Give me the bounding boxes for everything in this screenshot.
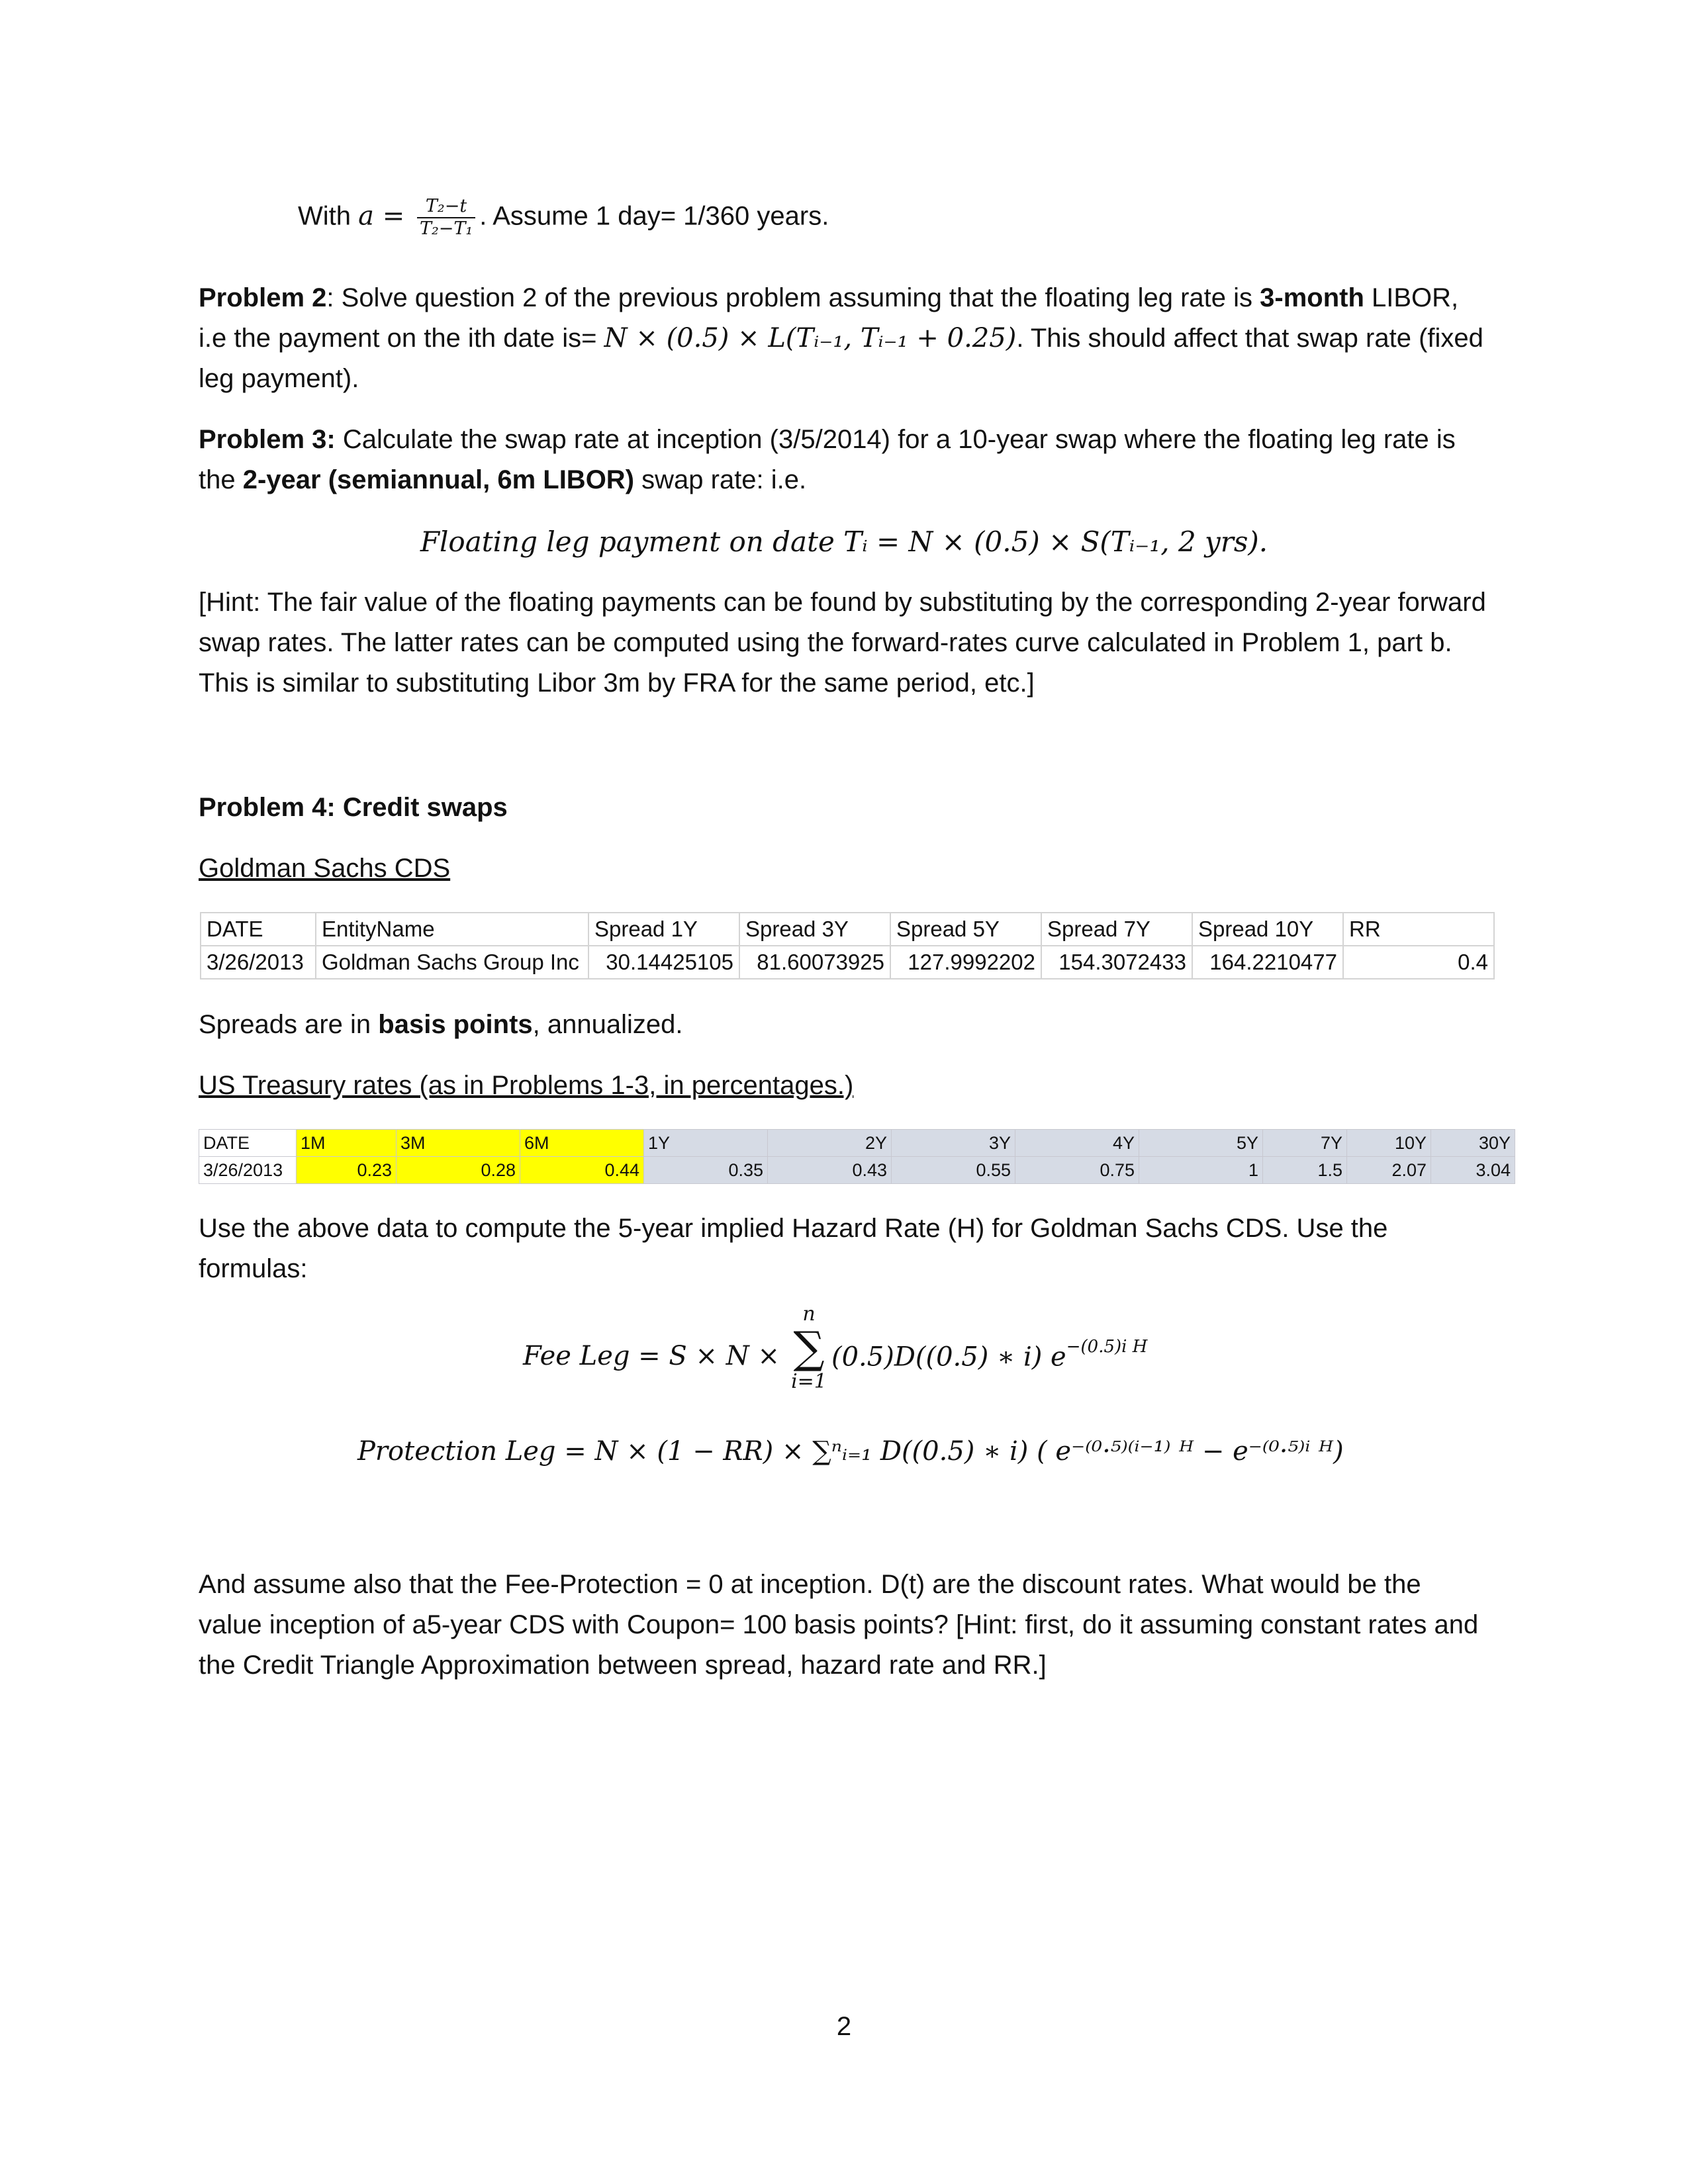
treasury-cell: 0.75 xyxy=(1015,1157,1139,1184)
treasury-data-row xyxy=(199,1157,1515,1184)
goldman-cds-subhead-text: Goldman Sachs CDS xyxy=(199,854,451,883)
intro-assume: . Assume 1 day= 1/360 years. xyxy=(479,201,829,231)
treasury-cell: 0.28 xyxy=(397,1157,520,1184)
treasury-header-cell: DATE xyxy=(199,1130,297,1157)
treasury-subheading xyxy=(199,1066,1489,1106)
fraction-numerator: T₂−t xyxy=(417,196,475,218)
fee-leg-formula xyxy=(523,1341,780,1371)
final-question: And assume also that the Fee-Protection = 0 at inception. D(t) are the discount rates. What would be the value inception of a5-year CDS with Coupon= 100 basis points? [Hint: first, do it assuming constant rates and the Credit Triangle Approximation between spread, hazard rate and RR.] xyxy=(199,1570,1479,1680)
problem-4-label: Problem 4: Credit swaps xyxy=(199,793,508,822)
treasury-cell: 3.04 xyxy=(1431,1157,1515,1184)
sum-lower-limit: i=1 xyxy=(791,1370,827,1393)
problem-2-formula: N × (0.5) × L(Tᵢ₋₁, Tᵢ₋₁ + 0.25) xyxy=(604,323,1017,353)
floating-leg-formula: Floating leg payment on date Tᵢ = N × (0.5) × S(Tᵢ₋₁, 2 yrs). xyxy=(420,525,1268,558)
treasury-cell: 0.55 xyxy=(892,1157,1015,1184)
intro-with: With xyxy=(298,201,351,231)
sum-upper-limit: n xyxy=(802,1302,816,1326)
spreads-note xyxy=(199,1005,1489,1045)
goldman-cds-subheading xyxy=(199,848,1489,889)
fee-leg-rhs-block xyxy=(831,1337,1148,1373)
treasury-header-cell: 2Y xyxy=(768,1130,892,1157)
problem-3-text2: swap rate: i.e. xyxy=(634,465,807,494)
treasury-cell: 2.07 xyxy=(1347,1157,1431,1184)
protection-leg-formula: Protection Leg = N × (1 − RR) × ∑ⁿᵢ₌₁ D((0.5) ∗ i) ( e⁻⁽⁰·⁵⁾⁽ⁱ⁻¹⁾ ᴴ − e⁻⁽⁰·⁵⁾ⁱ ᴴ) xyxy=(357,1436,1344,1467)
treasury-header-cell: 30Y xyxy=(1431,1130,1515,1157)
treasury-cell: 0.43 xyxy=(768,1157,892,1184)
treasury-header-cell: 1Y xyxy=(644,1130,768,1157)
treasury-header-cell: 4Y xyxy=(1015,1130,1139,1157)
cds-cell: 30.14425105 xyxy=(588,946,739,979)
treasury-subhead-text: US Treasury rates (as in Problems 1-3, in percentages.) xyxy=(199,1071,854,1100)
cds-cell: 0.4 xyxy=(1343,946,1494,979)
cds-cell: 81.60073925 xyxy=(739,946,890,979)
cds-header-row xyxy=(201,913,1494,946)
intro-line xyxy=(298,196,1423,240)
cds-header-cell: DATE xyxy=(201,913,316,946)
fee-leg-rhs: (0.5)D((0.5) ∗ i) e xyxy=(831,1342,1066,1373)
cds-cell: 154.3072433 xyxy=(1041,946,1192,979)
treasury-cell: 1 xyxy=(1139,1157,1263,1184)
spreads-note-text2: , annualized. xyxy=(532,1010,683,1039)
treasury-header-row xyxy=(199,1130,1515,1157)
treasury-header-cell: 5Y xyxy=(1139,1130,1263,1157)
cds-table xyxy=(200,912,1495,979)
sum-symbol xyxy=(782,1302,835,1394)
problem-2-text1: : Solve question 2 of the previous problem assuming that the floating leg rate is xyxy=(326,283,1260,312)
treasury-header-cell: 10Y xyxy=(1347,1130,1431,1157)
cds-cell: 164.2210477 xyxy=(1192,946,1343,979)
fee-leg-lhs: Fee Leg = S × N × xyxy=(523,1341,780,1371)
treasury-header-cell: 3Y xyxy=(892,1130,1015,1157)
problem-4-heading xyxy=(199,788,1489,828)
cds-cell: 127.9992202 xyxy=(890,946,1041,979)
cds-header-cell: Spread 10Y xyxy=(1192,913,1343,946)
problem-2-text3: . This should affect that swap rate (fixed leg payment). xyxy=(199,324,1483,393)
problem-3 xyxy=(199,420,1489,500)
intro-fraction xyxy=(417,196,475,240)
cds-header-cell: RR xyxy=(1343,913,1494,946)
intro-eq: = xyxy=(373,201,413,232)
treasury-cell: 1.5 xyxy=(1263,1157,1347,1184)
cds-cell: 3/26/2013 xyxy=(201,946,316,979)
problem-2-bold: 3-month xyxy=(1260,283,1364,312)
problem-3-hint: [Hint: The fair value of the floating payments can be found by substituting by the corresponding 2-year forward swap rates. The latter rates can be computed using the forward-rates curve calculated in Problem 1, part b. This is similar to substituting Libor 3m by FRA for the same period, etc.] xyxy=(199,588,1486,698)
cds-header-cell: EntityName xyxy=(316,913,588,946)
problem-3-bold: 2-year (semiannual, 6m LIBOR) xyxy=(242,465,635,494)
problem-3-text1: Calculate the swap rate at inception (3/5/2014) for a 10-year swap where the floating leg rate is the xyxy=(199,425,1456,494)
treasury-header-cell: 6M xyxy=(520,1130,644,1157)
treasury-cell: 3/26/2013 xyxy=(199,1157,297,1184)
cds-header-cell: Spread 7Y xyxy=(1041,913,1192,946)
cds-header-cell: Spread 3Y xyxy=(739,913,890,946)
treasury-cell: 0.44 xyxy=(520,1157,644,1184)
problem-2-text2: LIBOR, i.e the payment on the ith date is= xyxy=(199,283,1459,353)
treasury-table xyxy=(199,1129,1515,1184)
treasury-header-cell: 3M xyxy=(397,1130,520,1157)
use-data-instruction: Use the above data to compute the 5-year implied Hazard Rate (H) for Goldman Sachs CDS. Use the formulas: xyxy=(199,1214,1388,1283)
cds-data-row xyxy=(201,946,1494,979)
treasury-cell: 0.35 xyxy=(644,1157,768,1184)
spreads-note-text1: Spreads are in xyxy=(199,1010,379,1039)
cds-header-cell: Spread 1Y xyxy=(588,913,739,946)
spreads-note-bold: basis points xyxy=(378,1010,533,1039)
cds-header-cell: Spread 5Y xyxy=(890,913,1041,946)
problem-3-label: Problem 3: xyxy=(199,425,336,454)
treasury-cell: 0.23 xyxy=(297,1157,397,1184)
treasury-header-cell: 7Y xyxy=(1263,1130,1347,1157)
intro-a: a xyxy=(358,201,374,232)
problem-2-label: Problem 2 xyxy=(199,283,327,312)
treasury-header-cell: 1M xyxy=(297,1130,397,1157)
fee-leg-exponent: −(0.5)i H xyxy=(1066,1337,1148,1357)
sigma-icon: ∑ xyxy=(793,1322,825,1373)
cds-cell: Goldman Sachs Group Inc xyxy=(316,946,588,979)
problem-2 xyxy=(199,278,1489,399)
fraction-denominator: T₂−T₁ xyxy=(419,218,473,239)
page-number: 2 xyxy=(836,2012,852,2041)
